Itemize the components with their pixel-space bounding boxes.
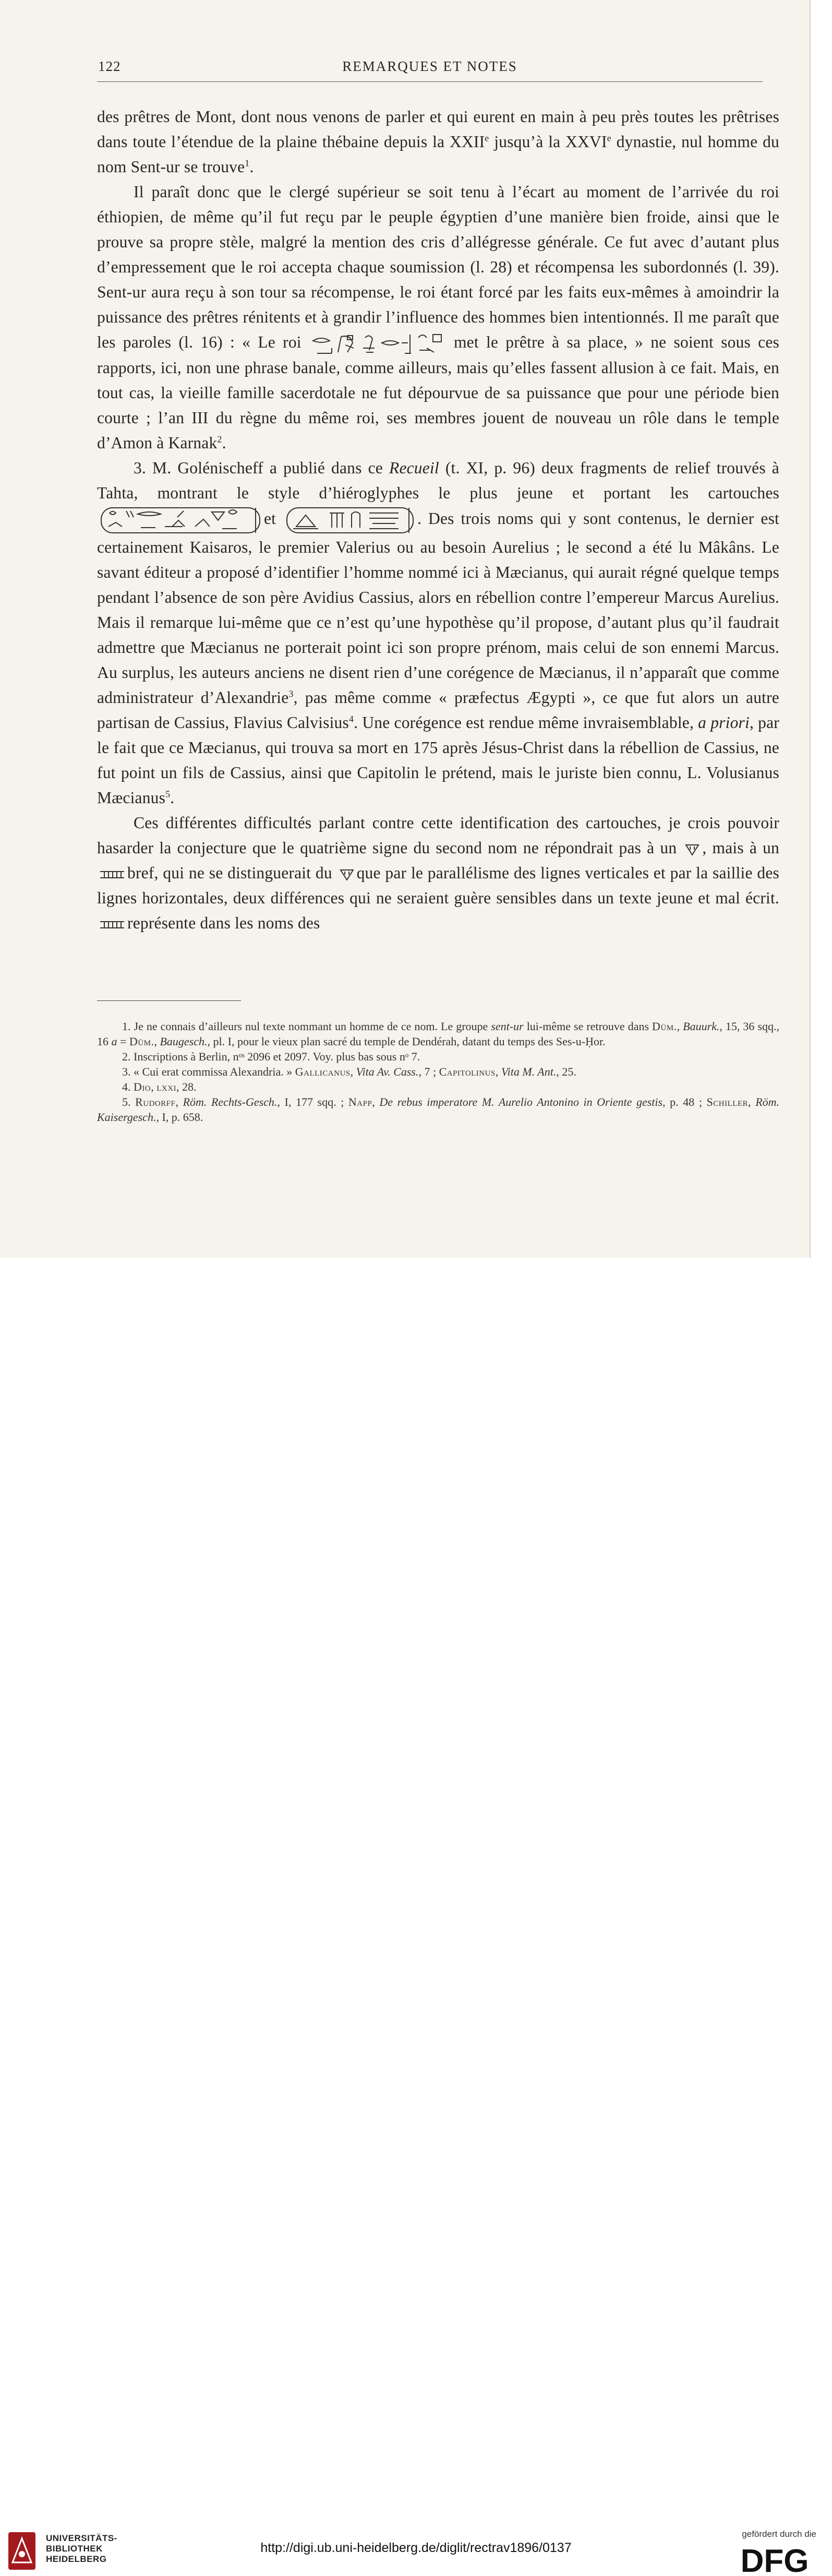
cartouche-2-icon xyxy=(285,506,415,535)
footnote-divider xyxy=(97,1000,241,1001)
paragraph-4: Ces différentes difficultés parlant contre cette identification des cartouches, je crois pouvoir hasarder la conjecture que le quatrième signe du second nom ne répondrait pas à un , mais à un bref, qui ne se distinguerait du que par le parallélisme des lignes verticales et par la saillie des lignes horizontales, deux différences qui ne seraient guère sensibles dans un texte jeune et mal écrit. représente dans les noms des xyxy=(97,813,779,932)
journal-title: Recueil xyxy=(389,458,439,477)
footnotes xyxy=(97,1019,779,1125)
footnote-ref-5: 5 xyxy=(165,789,171,800)
footnote-2: 2. Inscriptions à Berlin, nᵒˢ 2096 et 2097. Voy. plus bas sous nᵒ 7. xyxy=(122,1050,420,1063)
footnote-1: 1. Je ne connais d’ailleurs nul texte nommant un homme de ce nom. Le groupe sent-ur lui-même se retrouve dans Düm., Bauurk., 15, 36 sqq., 16 a = Düm., Baugesch., pl. I, pour le vieux plan sacré du temple de Dendérah, datant du temps des Ses-u-Ḥor. xyxy=(97,1020,780,1048)
scanned-page xyxy=(0,0,811,1258)
emphasis-a-priori: a priori xyxy=(698,713,750,732)
permalink-url[interactable]: http://digi.ub.uni-heidelberg.de/diglit/rectrav1896/0137 xyxy=(260,2541,572,2555)
footnote-ref-4: 4 xyxy=(348,713,354,724)
vessel-sign-icon xyxy=(684,842,700,857)
viewer-footer xyxy=(0,1258,832,2576)
hieroglyph-group-icon xyxy=(311,332,452,355)
main-text xyxy=(97,104,779,936)
vessel-sign-icon xyxy=(339,867,355,882)
paragraph-2: Il paraît donc que le clergé supérieur se soit tenu à l’écart au moment de l’arrivée du roi éthiopien, de même qu’il fut reçu par le peuple égyptien d’une manière bien froide, ainsi que le prouve sa propre stèle, malgré la mention des cris d’allégresse générale. Ce fut avec d’autant plus d’empressement que le roi accepta chaque soumission (l. 28) et récompensa les subordonnés (l. 39). Sent-ur aura reçu à son tour sa récompense, le roi étant forcé par les faits eux-mêmes à amoindrir la puissance des prêtres rénitents et à grandir l’influence des hommes bien intentionnés. Il me paraît que les paroles (l. 16) : « Le roi met le prêtre à sa place, » ne soient sous ces rapports, ici, non une phrase banale, comme ailleurs, mais qu’elles fassent allusion à ce fait. Mais, en tout cas, la vieille famille sacerdotale ne fut dépourvue de sa puissance que pour une période bien courte ; l’an III du règne du même roi, ses membres jouent de nouveau un rôle dans le temple d’Amon à Karnak$^2$. xyxy=(97,183,779,452)
bolt-sign-icon xyxy=(99,869,125,880)
dfg-logo-text: DFG xyxy=(740,2543,809,2576)
paragraph-1: des prêtres de Mont, dont nous venons de parler et qui eurent en main à peu près toutes les prêtrises dans toute l’étendue de la plaine thébaine depuis la XXIIe jusqu’à la XXVIe dynastie, nul homme du nom Sent-ur se trouve$^1$. xyxy=(97,108,779,176)
sponsor-caption: gefördert durch die xyxy=(742,2529,816,2539)
footnote-5: 5. Rudorff, Röm. Rechts-Gesch., I, 177 sqq. ; Napp, De rebus imperatore M. Aurelio Antonino in Oriente gestis, p. 48 ; Schiller, Röm. Kaisergesch., I, p. 658. xyxy=(97,1095,780,1124)
paragraph-3: 3. M. Golénischeff a publié dans ce Recueil (t. XI, p. 96) deux fragments de relief trouvés à Tahta, montrant le style d’hiéroglyphes le plus jeune et portant les cartouches et . Des trois noms qui y sont contenus, le dernier est certainement Kaisaros, le premier Valerius ou au besoin Aurelius ; le second a été lu Mâkâns. Le savant éditeur a proposé d’identifier l’homme nommé ici à Mæcianus, qui aurait régné quelque temps pendant l’absence de son père Avidius Cassius, alors en rébellion contre l’empereur Marcus Aurelius. Mais il remarque lui-même que ce n’est qu’une hypothèse qu’il propose, d’autant plus qu’il faudrait admettre que Mæcianus ne porterait point ici son propre prénom, mais celui de son ennemi Marcus. Au surplus, les auteurs anciens ne disent rien d’une corégence de Mæcianus, il n’apparaît que comme administrateur d’Alexandrie$^3$, pas même comme « præfectus Ægypti », ce que fut alors un autre partisan de Cassius, Flavius Calvisius$^4$. Une corégence est rendue même invraisemblable, a priori, par le fait que ce Mæcianus, qui trouva sa mort en 175 après Jésus-Christ dans la rébellion de Cassius, ne fut point un fils de Cassius, ainsi que Capitolin le prétend, mais le juriste bien connu, L. Volusianus Mæcianus$^5$. xyxy=(97,458,779,807)
footnote-ref-1: 1 xyxy=(245,158,250,169)
running-title: REMARQUES ET NOTES xyxy=(342,58,517,74)
footnote-3: 3. « Cui erat commissa Alexandria. » Gallicanus, Vita Av. Cass., 7 ; Capitolinus, Vita M. Ant., 25. xyxy=(122,1065,576,1078)
institution-name: UNIVERSITÄTS- BIBLIOTHEK HEIDELBERG xyxy=(46,2533,117,2564)
footnote-ref-2: 2 xyxy=(217,434,222,445)
footnote-4: 4. Dio, lxxi, 28. xyxy=(122,1080,197,1093)
dfg-logo-icon xyxy=(733,2543,816,2576)
footnote-ref-3: 3 xyxy=(288,688,294,699)
page-header xyxy=(97,58,763,82)
cartouche-1-icon xyxy=(99,506,262,535)
page-number: 122 xyxy=(98,58,121,74)
bolt-sign-icon xyxy=(99,919,125,931)
